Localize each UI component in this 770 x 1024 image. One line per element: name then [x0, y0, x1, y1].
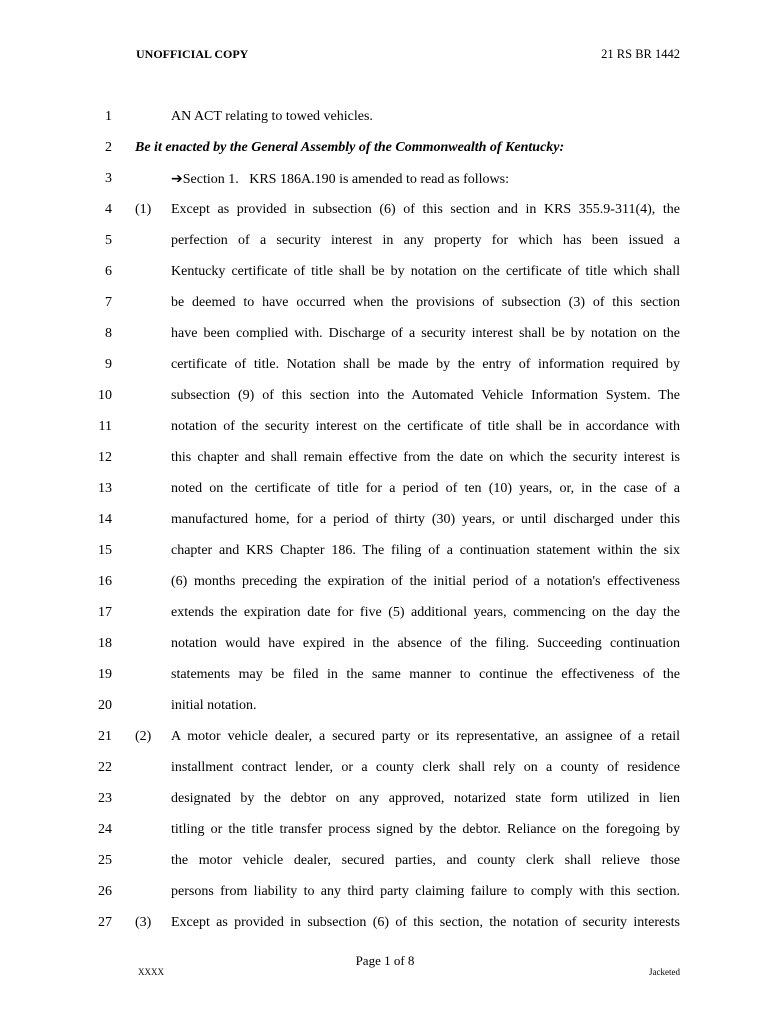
line-text: Except as provided in subsection (6) of this section and in KRS 355.9-311(4), the: [171, 202, 680, 217]
line-number: 26: [98, 884, 112, 899]
line-number: 5: [105, 233, 112, 248]
subsection-marker: (2): [135, 729, 152, 744]
text-line: [0, 667, 770, 698]
line-text: manufactured home, for a period of thirty (30) years, or until discharged under this: [171, 512, 680, 527]
header-unofficial-copy: UNOFFICIAL COPY: [136, 47, 249, 61]
section-heading: [171, 171, 680, 188]
footer-left-code: XXXX: [138, 967, 164, 977]
text-line: [0, 729, 770, 760]
text-line: [0, 698, 770, 729]
line-number: 25: [98, 853, 112, 868]
text-line: [0, 481, 770, 512]
line-text: notation of the security interest on the certificate of title shall be in accordance with: [171, 419, 680, 434]
line-text: initial notation.: [171, 698, 257, 713]
line-number: 17: [98, 605, 112, 620]
line-text: (6) months preceding the expiration of the initial period of a notation's effectiveness: [171, 574, 680, 589]
line-number: 15: [98, 543, 112, 558]
line-text: the motor vehicle dealer, secured parties, and county clerk shall relieve those: [171, 853, 680, 868]
line-number: 8: [105, 326, 112, 341]
section-heading-text: Section 1. KRS 186A.190 is amended to read as follows:: [182, 172, 509, 187]
text-line: [0, 326, 770, 357]
line-number: 27: [98, 915, 112, 930]
line-number: 2: [105, 140, 112, 155]
line-number: 10: [98, 388, 112, 403]
text-line: [0, 357, 770, 388]
line-number: 3: [105, 171, 112, 186]
line-number: 20: [98, 698, 112, 713]
text-line: [0, 450, 770, 481]
line-number: 24: [98, 822, 112, 837]
line-text: subsection (9) of this section into the Automated Vehicle Information System. The: [171, 388, 680, 403]
line-number: 13: [98, 481, 112, 496]
text-line: [0, 512, 770, 543]
section-arrow-icon: ➔: [171, 171, 183, 187]
line-number: 18: [98, 636, 112, 651]
line-number: 23: [98, 791, 112, 806]
act-title: AN ACT relating to towed vehicles.: [171, 109, 373, 124]
text-line: [0, 853, 770, 884]
line-number: 7: [105, 295, 112, 310]
line-number: 16: [98, 574, 112, 589]
subsection-marker: (1): [135, 202, 152, 217]
line-number: 14: [98, 512, 112, 527]
line-text: Kentucky certificate of title shall be by notation on the certificate of title which shall: [171, 264, 680, 279]
enacting-clause: Be it enacted by the General Assembly of the Commonwealth of Kentucky:: [135, 140, 565, 155]
text-line: [0, 760, 770, 791]
text-line: [0, 605, 770, 636]
footer-jacketed-label: Jacketed: [649, 967, 680, 977]
line-text: Except as provided in subsection (6) of this section, the notation of security interests: [171, 915, 680, 930]
text-line: [0, 264, 770, 295]
text-line: [0, 295, 770, 326]
text-line: [0, 140, 770, 171]
line-number: 12: [98, 450, 112, 465]
line-number: 9: [105, 357, 112, 372]
line-text: notation would have expired in the absence of the filing. Succeeding continuation: [171, 636, 680, 651]
text-line: [0, 419, 770, 450]
line-number: 22: [98, 760, 112, 775]
text-line: [0, 636, 770, 667]
text-line: [0, 574, 770, 605]
line-number: 21: [98, 729, 112, 744]
text-line: [0, 543, 770, 574]
line-text: certificate of title. Notation shall be made by the entry of information required by: [171, 357, 680, 372]
line-text: perfection of a security interest in any property for which has been issued a: [171, 233, 680, 248]
subsection-marker: (3): [135, 915, 152, 930]
line-text: installment contract lender, or a county clerk shall rely on a county of residence: [171, 760, 680, 775]
line-number: 4: [105, 202, 112, 217]
line-text: extends the expiration date for five (5) additional years, commencing on the day the: [171, 605, 680, 620]
line-text: this chapter and shall remain effective from the date on which the security interest is: [171, 450, 680, 465]
line-text: designated by the debtor on any approved, notarized state form utilized in lien: [171, 791, 680, 806]
line-number: 1: [105, 109, 112, 124]
text-line: [0, 233, 770, 264]
text-line: [0, 822, 770, 853]
line-text: chapter and KRS Chapter 186. The filing of a continuation statement within the six: [171, 543, 680, 558]
line-text: A motor vehicle dealer, a secured party or its representative, an assignee of a retail: [171, 729, 680, 744]
line-text: titling or the title transfer process signed by the debtor. Reliance on the foregoing by: [171, 822, 680, 837]
text-line: [0, 171, 770, 202]
text-line: [0, 915, 770, 946]
line-number: 19: [98, 667, 112, 682]
line-number: 6: [105, 264, 112, 279]
text-line: [0, 388, 770, 419]
line-text: have been complied with. Discharge of a security interest shall be by notation on the: [171, 326, 680, 341]
text-line: [0, 202, 770, 233]
line-text: be deemed to have occurred when the provisions of subsection (3) of this section: [171, 295, 680, 310]
line-number: 11: [98, 419, 112, 434]
text-line: [0, 791, 770, 822]
line-text: persons from liability to any third party claiming failure to comply with this section.: [171, 884, 680, 899]
line-text: statements may be filed in the same manner to continue the effectiveness of the: [171, 667, 680, 682]
text-line: [0, 884, 770, 915]
text-line: [0, 109, 770, 140]
line-text: noted on the certificate of title for a period of ten (10) years, or, in the case of a: [171, 481, 680, 496]
page-number: Page 1 of 8: [355, 953, 415, 968]
header-bill-request-number: 21 RS BR 1442: [601, 47, 680, 61]
